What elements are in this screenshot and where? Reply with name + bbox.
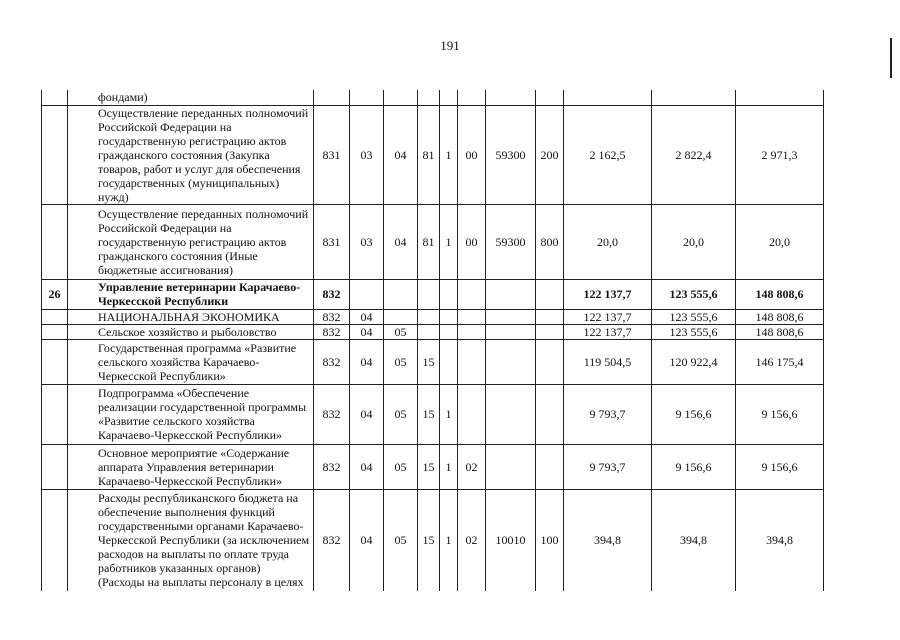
code-program <box>418 279 440 309</box>
code-subsection: 05 <box>384 384 418 444</box>
amount-year-2: 20,0 <box>652 204 736 279</box>
code-subsection: 05 <box>384 339 418 384</box>
row-name: Сельское хозяйство и рыболовство <box>68 324 314 339</box>
code-section: 03 <box>350 204 384 279</box>
row-index: 26 <box>42 279 68 309</box>
code-direction <box>486 384 536 444</box>
code-direction <box>486 309 536 324</box>
code-expense-type <box>536 384 564 444</box>
code-ministry: 832 <box>314 324 350 339</box>
code-expense-type <box>536 339 564 384</box>
page-number: 191 <box>440 38 460 53</box>
code-ministry: 832 <box>314 444 350 489</box>
table-row <box>42 90 824 105</box>
amount-year-2: 9 156,6 <box>652 384 736 444</box>
row-name: фондами) <box>68 90 314 105</box>
code-subprogram: 1 <box>440 204 458 279</box>
table-row <box>42 309 824 324</box>
code-subprogram <box>440 90 458 105</box>
code-program <box>418 90 440 105</box>
amount-year-3 <box>736 90 824 105</box>
code-section: 04 <box>350 384 384 444</box>
row-index <box>42 105 68 204</box>
code-subsection: 05 <box>384 324 418 339</box>
row-index <box>42 204 68 279</box>
code-activity <box>458 309 486 324</box>
code-ministry: 832 <box>314 384 350 444</box>
page-edge-mark <box>890 38 892 78</box>
row-name: Основное мероприятие «Содержание аппарата Управления ветеринарии Карачаево-Черкесской Республики» <box>68 444 314 489</box>
code-direction <box>486 324 536 339</box>
amount-year-3: 2 971,3 <box>736 105 824 204</box>
code-program <box>418 324 440 339</box>
code-subprogram <box>440 324 458 339</box>
code-subsection <box>384 279 418 309</box>
amount-year-3: 148 808,6 <box>736 324 824 339</box>
amount-year-2: 9 156,6 <box>652 444 736 489</box>
amount-year-2: 120 922,4 <box>652 339 736 384</box>
row-index <box>42 309 68 324</box>
code-subprogram <box>440 309 458 324</box>
code-section: 04 <box>350 309 384 324</box>
budget-table <box>41 90 824 591</box>
code-subprogram <box>440 339 458 384</box>
code-expense-type <box>536 324 564 339</box>
code-program <box>418 309 440 324</box>
code-activity: 02 <box>458 489 486 591</box>
code-program: 15 <box>418 444 440 489</box>
row-index <box>42 489 68 591</box>
code-direction <box>486 279 536 309</box>
code-direction <box>486 444 536 489</box>
code-section: 03 <box>350 105 384 204</box>
amount-year-2: 123 555,6 <box>652 279 736 309</box>
code-subsection: 04 <box>384 105 418 204</box>
table-row <box>42 384 824 444</box>
code-activity <box>458 324 486 339</box>
amount-year-1: 394,8 <box>564 489 652 591</box>
code-direction: 10010 <box>486 489 536 591</box>
code-direction: 59300 <box>486 105 536 204</box>
amount-year-1: 119 504,5 <box>564 339 652 384</box>
table-row <box>42 339 824 384</box>
amount-year-3: 9 156,6 <box>736 384 824 444</box>
code-direction <box>486 90 536 105</box>
table-row <box>42 279 824 309</box>
amount-year-2 <box>652 90 736 105</box>
code-expense-type <box>536 279 564 309</box>
code-ministry: 832 <box>314 279 350 309</box>
code-subsection <box>384 309 418 324</box>
code-program: 15 <box>418 489 440 591</box>
code-expense-type <box>536 444 564 489</box>
amount-year-1: 122 137,7 <box>564 279 652 309</box>
code-ministry: 832 <box>314 339 350 384</box>
amount-year-1: 2 162,5 <box>564 105 652 204</box>
code-ministry: 832 <box>314 309 350 324</box>
row-name: Расходы республиканского бюджета на обеспечение выполнения функций государственными органами Карачаево-Черкесской Республики (за исключением расходов на выплаты по оплате труда работников указанных органов) (Расходы на выплаты персоналу в целях <box>68 489 314 591</box>
code-activity: 00 <box>458 204 486 279</box>
table-row <box>42 105 824 204</box>
code-subprogram: 1 <box>440 489 458 591</box>
amount-year-1: 122 137,7 <box>564 309 652 324</box>
amount-year-1: 122 137,7 <box>564 324 652 339</box>
row-name: Управление ветеринарии Карачаево-Черкесской Республики <box>68 279 314 309</box>
budget-table-body <box>42 90 824 591</box>
code-subsection <box>384 90 418 105</box>
amount-year-3: 148 808,6 <box>736 309 824 324</box>
row-index <box>42 324 68 339</box>
code-activity <box>458 384 486 444</box>
code-subprogram: 1 <box>440 384 458 444</box>
code-activity <box>458 279 486 309</box>
code-section <box>350 279 384 309</box>
amount-year-2: 123 555,6 <box>652 309 736 324</box>
code-section: 04 <box>350 324 384 339</box>
code-ministry: 832 <box>314 489 350 591</box>
code-direction: 59300 <box>486 204 536 279</box>
row-index <box>42 339 68 384</box>
code-subprogram: 1 <box>440 105 458 204</box>
code-subprogram: 1 <box>440 444 458 489</box>
amount-year-3: 9 156,6 <box>736 444 824 489</box>
code-section: 04 <box>350 489 384 591</box>
code-program: 81 <box>418 204 440 279</box>
amount-year-2: 2 822,4 <box>652 105 736 204</box>
table-row <box>42 204 824 279</box>
code-subsection: 05 <box>384 444 418 489</box>
code-activity <box>458 90 486 105</box>
row-name: Подпрограмма «Обеспечение реализации государственной программы «Развитие сельского хозяйства Карачаево-Черкесской Республики» <box>68 384 314 444</box>
code-ministry: 831 <box>314 204 350 279</box>
code-subsection: 05 <box>384 489 418 591</box>
code-activity: 02 <box>458 444 486 489</box>
code-program: 15 <box>418 384 440 444</box>
row-index <box>42 384 68 444</box>
code-ministry: 831 <box>314 105 350 204</box>
row-name: Осуществление переданных полномочий Российской Федерации на государственную регистрацию актов гражданского состояния (Иные бюджетные ассигнования) <box>68 204 314 279</box>
row-name: Государственная программа «Развитие сельского хозяйства Карачаево-Черкесской Республики» <box>68 339 314 384</box>
amount-year-1: 9 793,7 <box>564 384 652 444</box>
code-subsection: 04 <box>384 204 418 279</box>
row-name: НАЦИОНАЛЬНАЯ ЭКОНОМИКА <box>68 309 314 324</box>
amount-year-2: 123 555,6 <box>652 324 736 339</box>
code-section: 04 <box>350 444 384 489</box>
amount-year-3: 394,8 <box>736 489 824 591</box>
row-index <box>42 444 68 489</box>
amount-year-3: 146 175,4 <box>736 339 824 384</box>
amount-year-2: 394,8 <box>652 489 736 591</box>
code-section: 04 <box>350 339 384 384</box>
table-row <box>42 489 824 591</box>
amount-year-3: 20,0 <box>736 204 824 279</box>
amount-year-1: 9 793,7 <box>564 444 652 489</box>
code-expense-type: 200 <box>536 105 564 204</box>
code-expense-type: 100 <box>536 489 564 591</box>
amount-year-1 <box>564 90 652 105</box>
code-section <box>350 90 384 105</box>
amount-year-1: 20,0 <box>564 204 652 279</box>
amount-year-3: 148 808,6 <box>736 279 824 309</box>
code-expense-type: 800 <box>536 204 564 279</box>
table-row <box>42 444 824 489</box>
row-name: Осуществление переданных полномочий Российской Федерации на государственную регистрацию актов гражданского состояния (Закупка товаров, работ и услуг для обеспечения государственных (муниципальных) нужд) <box>68 105 314 204</box>
code-activity: 00 <box>458 105 486 204</box>
code-expense-type <box>536 90 564 105</box>
code-direction <box>486 339 536 384</box>
code-program: 15 <box>418 339 440 384</box>
row-index <box>42 90 68 105</box>
code-activity <box>458 339 486 384</box>
code-program: 81 <box>418 105 440 204</box>
table-row <box>42 324 824 339</box>
code-ministry <box>314 90 350 105</box>
code-expense-type <box>536 309 564 324</box>
code-subprogram <box>440 279 458 309</box>
